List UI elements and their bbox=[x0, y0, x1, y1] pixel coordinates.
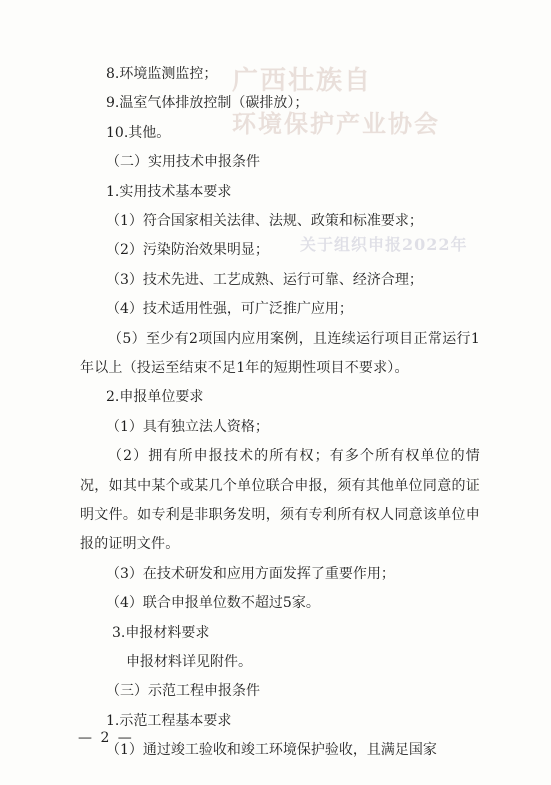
list-item: 9.温室气体排放控制（碳排放）； bbox=[106, 95, 309, 112]
list-item: （2）污染防治效果明显； bbox=[106, 242, 269, 259]
document-body bbox=[80, 60, 480, 765]
list-item: （1）通过竣工验收和竣工环境保护验收，且满足国家 bbox=[106, 742, 437, 759]
show-through-text: 环境保护产业协会 bbox=[232, 109, 440, 138]
paragraph: （5）至少有2项国内应用案例，且连续运行项目正常运行1年以上（投运至结束不足1年的短期性项目不要求）。 bbox=[80, 330, 480, 376]
list-item: （4）联合申报单位数不超过5家。 bbox=[106, 595, 320, 612]
list-item: 10.其他。 bbox=[106, 124, 171, 141]
list-item: 8.环境监测监控； bbox=[106, 66, 218, 82]
section-heading: （二）实用技术申报条件 bbox=[106, 154, 260, 171]
subsection-heading: 2.申报单位要求 bbox=[106, 389, 204, 406]
paragraph: （2）拥有所申报技术的所有权；有多个所有权单位的情况，如其中某个或某几个单位联合申报，须有其他单位同意的证明文件。如专利是非职务发明，须有专利所有权人同意该单位申报的证明文件。 bbox=[80, 448, 480, 553]
subsection-heading: 1.示范工程基本要求 bbox=[106, 712, 232, 729]
subsection-heading: 3.申报材料要求 bbox=[112, 624, 210, 641]
list-item: （1）具有独立法人资格； bbox=[106, 418, 269, 435]
section-heading: （三）示范工程申报条件 bbox=[106, 683, 260, 700]
list-item: （3）技术先进、工艺成熟、运行可靠、经济合理； bbox=[106, 271, 423, 288]
page-number: — 2 — bbox=[78, 730, 134, 746]
list-item: （3）在技术研发和应用方面发挥了重要作用； bbox=[106, 565, 395, 582]
subsection-heading: 1.实用技术基本要求 bbox=[106, 183, 232, 200]
show-through-text: 关于组织申报2022年 bbox=[300, 235, 468, 254]
paragraph: 申报材料详见附件。 bbox=[126, 653, 252, 670]
list-item: （1）符合国家相关法律、法规、政策和标准要求； bbox=[106, 212, 423, 229]
show-through-text: 广西壮族自 bbox=[232, 66, 373, 96]
list-item: （4）技术适用性强，可广泛推广应用； bbox=[106, 301, 353, 318]
